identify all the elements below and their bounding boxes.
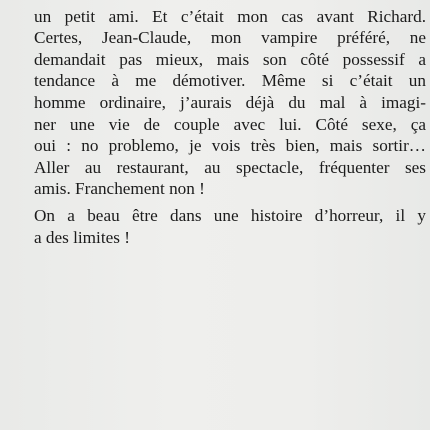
text-line: homme ordinaire, j’aurais déjà du mal à imagi- <box>34 92 426 112</box>
text-line: ner une vie de couple avec lui. Côté sexe, ça <box>34 114 426 134</box>
paragraph-2 <box>34 205 426 248</box>
text-line: demandait pas mieux, mais son côté possessif a <box>34 49 426 69</box>
text-line: oui : no problemo, je vois très bien, mais sortir… <box>34 136 426 156</box>
text-line: a des limites ! <box>34 227 130 247</box>
text-line: tendance à me démotiver. Même si c’était un <box>34 71 426 91</box>
text-line: Aller au restaurant, au spectacle, fréquenter ses <box>34 157 426 177</box>
text-line: On a beau être dans une histoire d’horreur, il y <box>34 205 426 225</box>
text-line: un petit ami. Et c’était mon cas avant Richard. <box>34 6 426 26</box>
text-line: amis. Franchement non ! <box>34 179 205 199</box>
page-text <box>34 0 426 248</box>
text-line: Certes, Jean-Claude, mon vampire préféré, ne <box>34 28 426 48</box>
paragraph-1 <box>34 0 426 200</box>
